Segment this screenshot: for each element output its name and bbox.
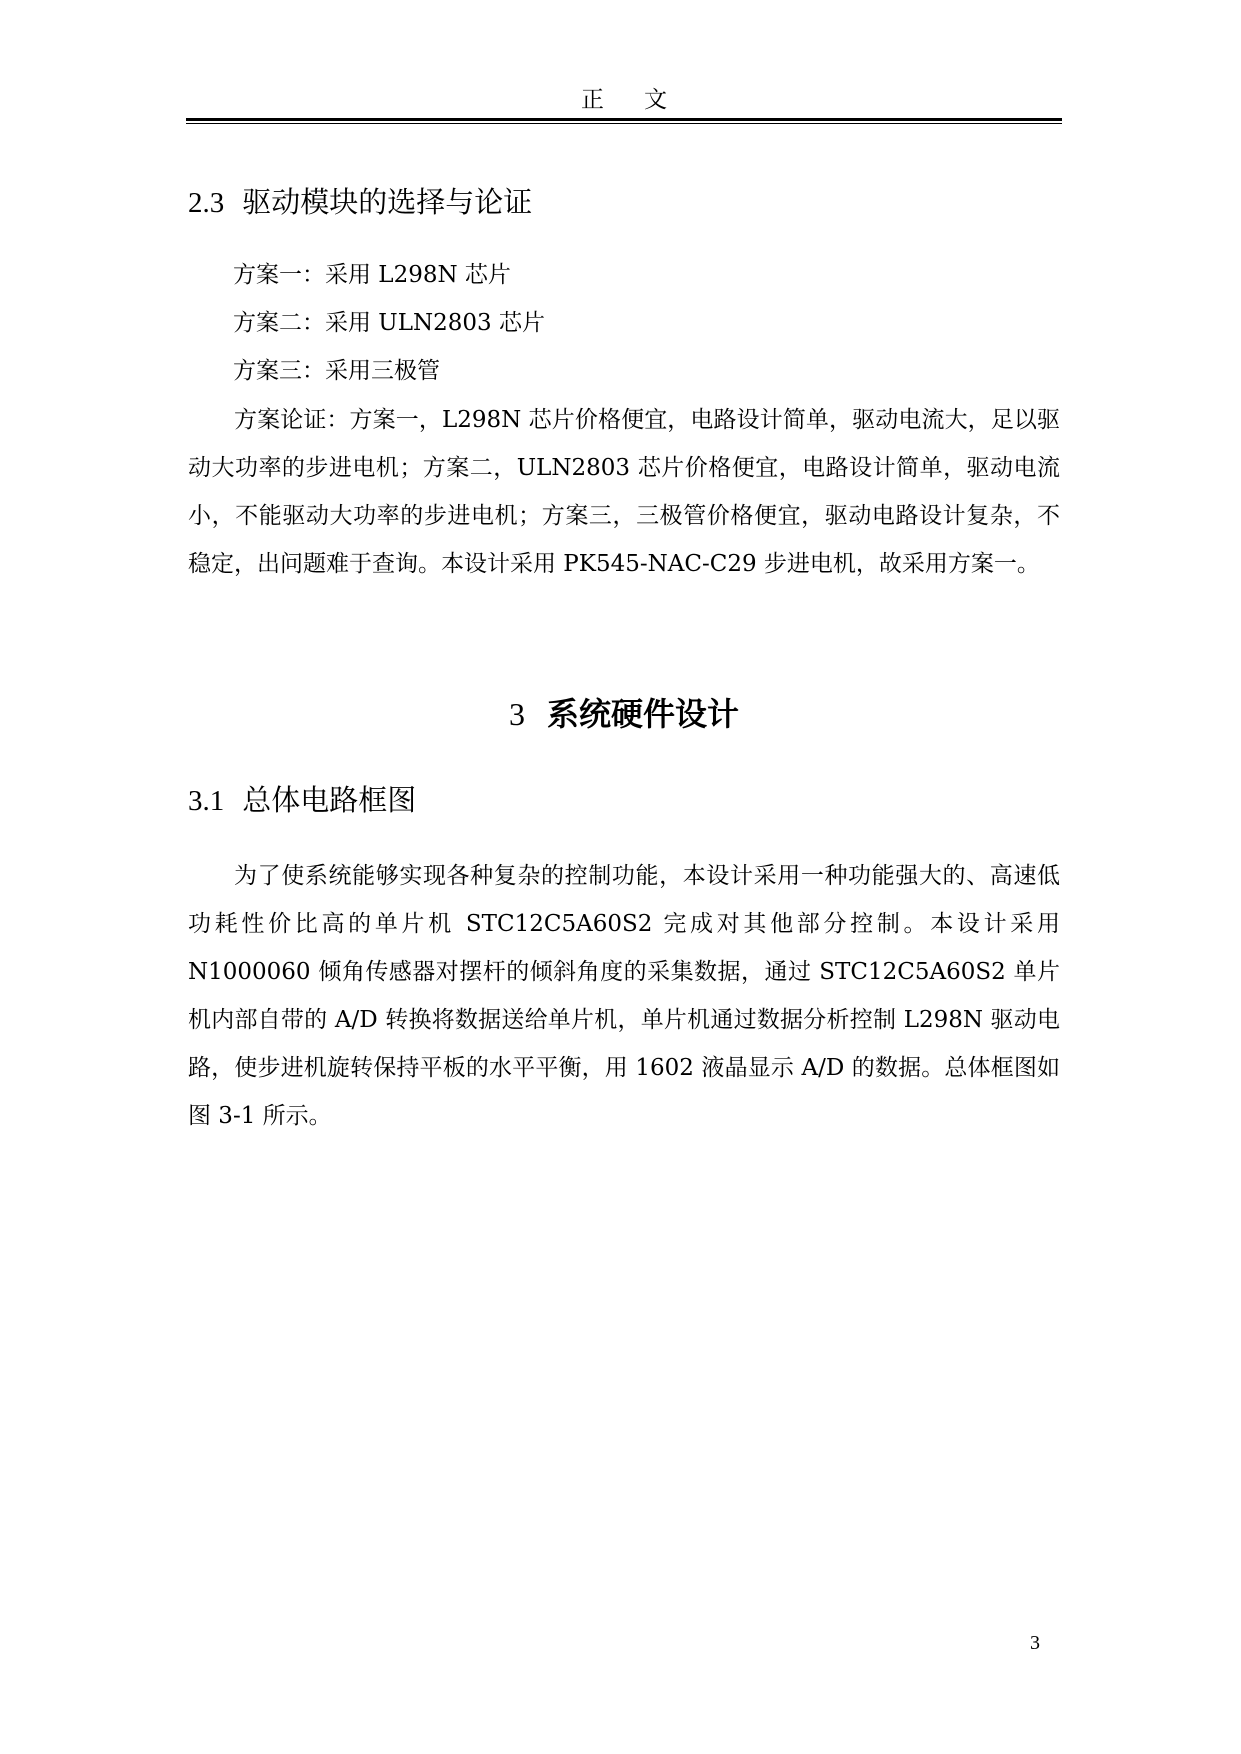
chapter-title: 系统硬件设计 (546, 695, 739, 733)
running-header: 正文 (581, 87, 707, 113)
page-number: 3 (1030, 1632, 1040, 1654)
chapter-heading-3 (186, 694, 1062, 734)
chapter-number: 3 (508, 696, 525, 732)
section-number: 3.1 (188, 785, 225, 817)
section-number: 2.3 (188, 187, 225, 219)
plan-two: 方案二：采用 ULN2803 芯片 (233, 310, 545, 336)
section-title: 驱动模块的选择与论证 (242, 185, 533, 219)
plan-three: 方案三：采用三极管 (233, 358, 440, 384)
header-rule-thin (186, 123, 1062, 124)
overview-paragraph: 为了使系统能够实现各种复杂的控制功能，本设计采用一种功能强大的、高速低功耗性价比高的单片机 STC12C5A60S2 完成对其他部分控制。本设计采用 N1000060 倾角传感器对摆杆的倾斜角度的采集数据，通过 STC12C5A60S2 单片机内部自带的 A/D 转换将数据送给单片机，单片机通过数据分析控制 L298N 驱动电路，使步进机旋转保持平板的水平平衡，用 1602 液晶显示 A/D 的数据。总体框图如图 3-1 所示。 (188, 863, 1060, 1129)
section-title: 总体电路框图 (242, 783, 417, 817)
section-heading-2-3 (188, 184, 532, 221)
section-heading-3-1 (188, 782, 416, 819)
header-rule (186, 118, 1062, 121)
argument-paragraph: 方案论证：方案一，L298N 芯片价格便宜，电路设计简单，驱动电流大，足以驱动大功率的步进电机；方案二，ULN2803 芯片价格便宜，电路设计简单，驱动电流小，不能驱动大功率的步进电机；方案三，三极管价格便宜，驱动电路设计复杂，不稳定，出问题难于查询。本设计采用 PK545-NAC-C29 步进电机，故采用方案一。 (188, 407, 1060, 577)
plan-one: 方案一：采用 L298N 芯片 (233, 262, 511, 288)
